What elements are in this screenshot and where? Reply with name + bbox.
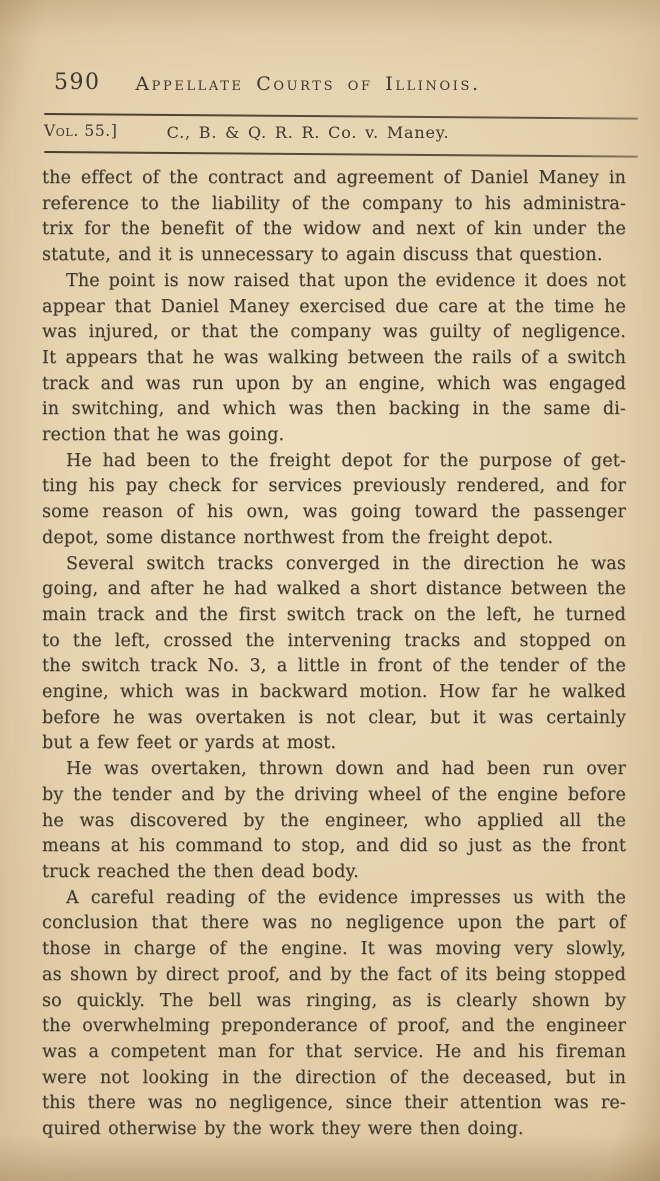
body-text: [42, 166, 626, 1143]
text-line: was a competent man for that service. He and his fireman: [42, 1041, 626, 1062]
paragraph: [42, 166, 626, 269]
page-header: [0, 0, 660, 165]
text-line: Several switch tracks converged in the direction he was: [66, 553, 626, 574]
text-line: before he was overtaken is not clear, but it was certainly: [42, 707, 626, 728]
text-line: reference to the liability of the company to his administra-: [42, 193, 626, 214]
text-line: rection that he was going.: [42, 425, 285, 446]
text-line: truck reached the then dead body.: [42, 861, 359, 882]
text-line: he was discovered by the engineer, who applied all the: [42, 810, 626, 831]
paragraph: [42, 449, 626, 552]
paragraph: [42, 552, 626, 758]
text-line: depot, some distance northwest from the freight depot.: [42, 527, 554, 548]
paragraph: [42, 757, 626, 886]
text-line: the effect of the contract and agreement of Daniel Maney in: [42, 168, 626, 188]
text-line: as shown by direct proof, and by the fact of its being stopped: [42, 964, 626, 985]
text-line: by the tender and by the driving wheel of the engine before: [42, 784, 626, 805]
text-line: the overwhelming preponderance of proof, and the engineer: [42, 1016, 626, 1037]
text-line: to the left, crossed the intervening tracks and stopped on: [42, 630, 626, 651]
page-number: 590: [54, 70, 101, 95]
text-line: statute, and it is unnecessary to again discuss that question.: [42, 245, 603, 266]
text-line: quired otherwise by the work they were then doing.: [42, 1119, 524, 1140]
header-rule-bottom: [44, 151, 638, 157]
text-line: so quickly. The bell was ringing, as is clearly shown by: [42, 990, 626, 1011]
text-line: conclusion that there was no negligence upon the part of: [42, 913, 626, 934]
text-line: but a few feet or yards at most.: [42, 733, 337, 754]
running-head-title: Appellate Courts of Illinois.: [135, 73, 481, 95]
text-line: some reason of his own, was going toward the passenger: [42, 502, 626, 523]
text-line: He was overtaken, thrown down and had been run over: [66, 759, 626, 780]
text-line: main track and the first switch track on the left, he turned: [42, 604, 626, 625]
volume-label: Vol. 55.]: [44, 122, 118, 140]
text-line: ting his pay check for services previously rendered, and for: [42, 476, 626, 497]
text-line: means at his command to stop, and did so just as the front: [42, 836, 626, 857]
text-line: track and was run upon by an engine, which was engaged: [42, 373, 626, 394]
text-line: this there was no negligence, since their attention was re-: [42, 1093, 626, 1114]
text-line: engine, which was in backward motion. How far he walked: [42, 682, 626, 703]
text-line: was injured, or that the company was guilty of negligence.: [42, 322, 626, 343]
text-line: The point is now raised that upon the evidence it does not: [66, 270, 626, 291]
text-line: He had been to the freight depot for the purpose of get-: [66, 450, 626, 471]
text-line: going, and after he had walked a short distance between the: [42, 579, 626, 600]
case-name: C., B. & Q. R. R. Co. v. Maney.: [166, 123, 450, 142]
paragraph: [42, 269, 626, 449]
text-line: A careful reading of the evidence impresses us with the: [66, 887, 626, 908]
text-line: trix for the benefit of the widow and next of kin under the: [42, 219, 626, 240]
header-rule-top: [44, 113, 638, 120]
text-line: in switching, and which was then backing in the same di-: [42, 399, 626, 420]
text-line: appear that Daniel Maney exercised due care at the time he: [42, 296, 626, 317]
text-line: were not looking in the direction of the deceased, but in: [42, 1067, 626, 1088]
text-line: those in charge of the engine. It was moving very slowly,: [42, 939, 626, 960]
text-line: It appears that he was walking between the rails of a switch: [42, 347, 626, 368]
text-line: the switch track No. 3, a little in front of the tender of the: [42, 656, 626, 677]
paragraph: [42, 886, 626, 1143]
